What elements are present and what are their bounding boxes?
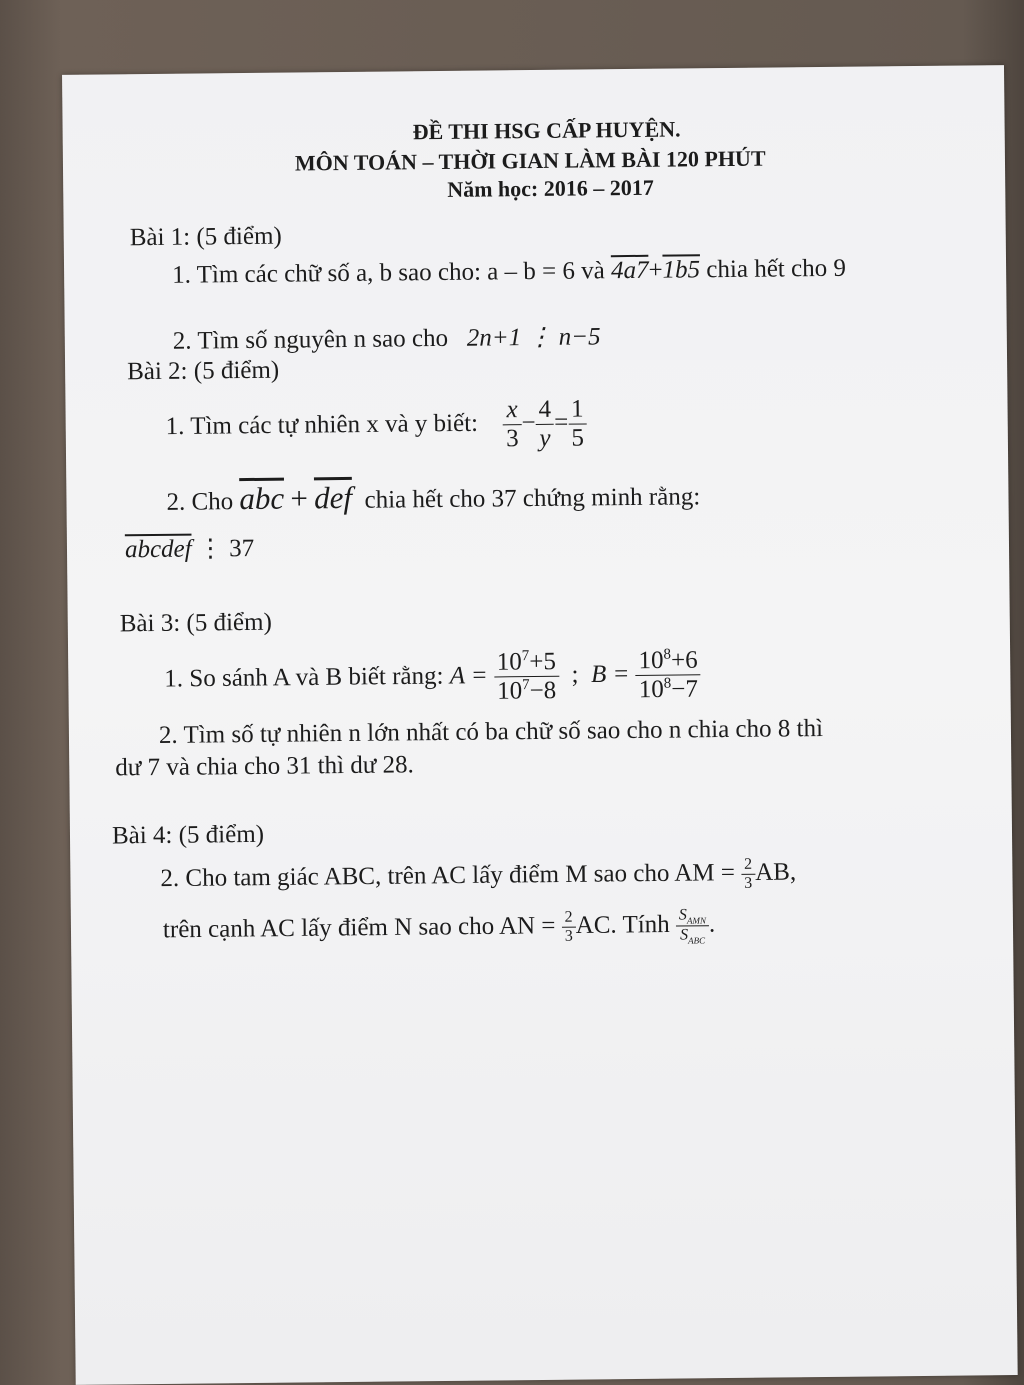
bai2-def: $\overline{def}$	[313, 479, 353, 516]
exam-subject: MÔN TOÁN – THỜI GIAN LÀM BÀI 120 PHÚT	[294, 145, 766, 176]
bai2-fraction-4-over-y: $\frac{4}{y}$	[535, 396, 554, 453]
bai2-abc: $\overline{abc}$	[239, 480, 285, 517]
bai4-area-ratio: $\frac{S_{AMN}}{S_{ABC}}$	[676, 906, 709, 946]
bai2-abcdef: abcdef	[124, 535, 192, 564]
school-year: Năm học: 2016 – 2017	[447, 174, 654, 202]
bai4-line2-tail: AC. Tính	[575, 911, 670, 940]
bai2-plus: +	[290, 480, 309, 516]
bai3-a-label: A =	[449, 662, 488, 690]
bai1-q2-text: 2. Tìm số nguyên n sao cho	[172, 324, 449, 355]
bai3-b-label: B =	[590, 660, 630, 688]
bai3-separator: ;	[571, 661, 579, 689]
bai2-q1	[165, 395, 587, 456]
bai1-q2	[173, 321, 601, 355]
bai2-minus: −	[521, 409, 536, 437]
bai3-title: Bài 3: (5 điểm)	[119, 608, 272, 638]
bai2-q2-result	[125, 533, 254, 564]
bai1-q1-expr-b: 1b5	[662, 256, 701, 284]
bai3-fraction-b: $\frac{10^8+6}{10^8-7}$	[635, 646, 701, 704]
bai2-fraction-1-over-5: $\frac{1}{5}$	[568, 395, 587, 452]
bai2-divisible-37: ⋮ 37	[197, 534, 255, 563]
bai4-line1	[160, 855, 796, 899]
exam-paper	[62, 65, 1018, 1385]
exam-title: ĐỀ THI HSG CẤP HUYỆN.	[412, 116, 681, 145]
bai2-equals: =	[553, 408, 569, 437]
bai1-q1-tail: chia hết cho 9	[706, 254, 847, 284]
bai4-line1-tail: AB,	[755, 858, 797, 886]
bai4-line2	[163, 906, 716, 951]
bai3-q2-line2: dư 7 và chia cho 31 thì dư 28.	[115, 751, 414, 782]
bai3-q1-text: 1. So sánh A và B biết rằng:	[164, 662, 444, 693]
bai1-q1-expr-a: 4a7	[610, 256, 649, 285]
bai1-title: Bài 1: (5 điểm)	[129, 222, 282, 252]
bai2-fraction-x-over-3: $\frac{x}{3}$	[503, 396, 522, 453]
bai4-line1-text: 2. Cho tam giác ABC, trên AC lấy điểm M sao cho AM =	[160, 859, 736, 893]
bai4-fraction-2-3-b: $\frac{2}{3}$	[562, 909, 576, 946]
bai1-q2-expr: 2n+1 ⋮ n−5	[466, 323, 601, 352]
bai3-q1	[164, 646, 701, 709]
bai3-q2-line1: 2. Tìm số tự nhiên n lớn nhất có ba chữ số sao cho n chia cho 8 thì	[158, 715, 824, 749]
bai4-line2-text: trên cạnh AC lấy điểm N sao cho AN =	[162, 912, 556, 944]
bai2-title: Bài 2: (5 điểm)	[126, 356, 280, 386]
bai2-q1-text: 1. Tìm các tự nhiên x và y biết:	[165, 409, 479, 441]
bai2-q2	[166, 476, 700, 518]
bai1-q1	[172, 255, 846, 290]
bai2-q2-tail: chia hết cho 37 chứng minh rằng:	[364, 483, 701, 514]
bai4-title: Bài 4: (5 điểm)	[111, 820, 265, 850]
bai4-period: .	[708, 910, 716, 938]
bai1-q1-text: 1. Tìm các chữ số a, b sao cho: a – b = 6 và	[171, 257, 605, 289]
bai2-q2-text: 2. Cho	[166, 488, 234, 516]
bai4-fraction-2-3: $\frac{2}{3}$	[741, 856, 755, 893]
bai3-fraction-a: $\frac{10^7+5}{10^7-8}$	[494, 648, 560, 706]
bai1-q1-plus: +	[648, 256, 663, 284]
